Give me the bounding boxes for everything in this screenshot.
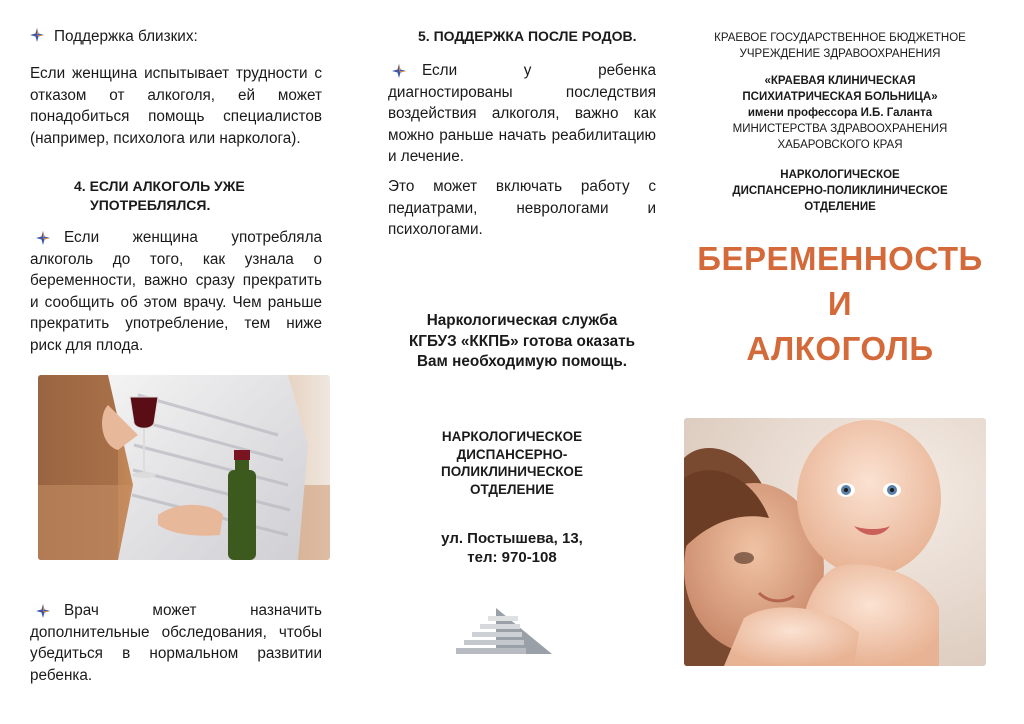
- rehab-text: Это может включать работу с педиатрами, неврологами и психологами.: [388, 178, 656, 238]
- section4-title: [74, 177, 322, 215]
- mother-baby-photo: [684, 418, 986, 666]
- section4-title-line1: ЕСЛИ АЛКОГОЛЬ УЖЕ: [89, 178, 245, 194]
- department-block: [388, 428, 636, 498]
- right-dept-block: [690, 167, 990, 215]
- hospital-block: [690, 73, 990, 153]
- ministry-line2: ХАБАРОВСКОГО КРАЯ: [777, 139, 903, 151]
- title-line1: БЕРЕМЕННОСТЬ: [697, 240, 983, 277]
- section5-text: [388, 60, 656, 168]
- dept-line1: НАРКОЛОГИЧЕСКОЕ: [441, 429, 583, 444]
- section4-text-content: Если женщина употребляла алкоголь до того, как узнала о беременности, важно сразу прекратить и сообщить об этом врачу. Чем раньше прекратить употребление, тем ниже риск для плода.: [30, 229, 322, 354]
- title-line2: И: [827, 285, 853, 322]
- service-block: [388, 311, 656, 373]
- dept-line4: ОТДЕЛЕНИЕ: [470, 481, 554, 497]
- middle-panel: [388, 0, 656, 724]
- bullet-icon: [36, 604, 50, 618]
- woman-wine-photo: [38, 375, 330, 560]
- title-line3: АЛКОГОЛЬ: [746, 330, 934, 367]
- right-dept-line2: ДИСПАНСЕРНО-ПОЛИКЛИНИЧЕСКОЕ: [732, 185, 948, 197]
- bullet-icon: [392, 64, 406, 78]
- right-dept-line1: НАРКОЛОГИЧЕСКОЕ: [780, 169, 900, 181]
- address-line1: ул. Постышева, 13,: [441, 530, 583, 547]
- org-line2: УЧРЕЖДЕНИЕ ЗДРАВООХРАНЕНИЯ: [739, 48, 941, 60]
- org-header: [690, 30, 990, 62]
- service-line2: КГБУЗ «ККПБ» готова оказать: [408, 332, 636, 350]
- org-line1: КРАЕВОЕ ГОСУДАРСТВЕННОЕ БЮДЖЕТНОЕ: [714, 32, 966, 44]
- section5-title: 5. ПОДДЕРЖКА ПОСЛЕ РОДОВ.: [418, 28, 637, 44]
- hospital-line2: ПСИХИАТРИЧЕСКАЯ БОЛЬНИЦА»: [742, 91, 938, 103]
- ministry-line1: МИНИСТЕРСТВА ЗДРАВООХРАНЕНИЯ: [732, 123, 948, 135]
- support-heading-row: [30, 26, 322, 48]
- service-line1: Наркологическая служба: [426, 312, 618, 329]
- bullet-icon: [36, 231, 50, 245]
- pyramid-logo-icon: [456, 608, 552, 656]
- address-block: [388, 529, 636, 567]
- main-title: [690, 236, 990, 371]
- section4-title-line2: УПОТРЕБЛЯЛСЯ.: [90, 197, 211, 213]
- left-panel: [30, 0, 322, 724]
- bullet-icon: [30, 28, 44, 42]
- section5-text-content: Если у ребенка диагностированы последствия воздействия алкоголя, важно как можно раньше начать реабилитацию и лечение.: [388, 62, 656, 165]
- section4-number: 4.: [74, 178, 86, 194]
- section4-text: [30, 227, 322, 356]
- dept-line2: ДИСПАНСЕРНО-: [456, 446, 568, 462]
- service-line3: Вам необходимую помощь.: [417, 353, 627, 370]
- doctor-text-content: Врач может назначить дополнительные обследования, чтобы убедиться в нормальном развитии ребенка.: [30, 602, 322, 684]
- doctor-text: [30, 600, 322, 686]
- address-line2: тел: 970-108: [467, 549, 557, 566]
- hospital-line3: имени профессора И.Б. Галанта: [747, 107, 933, 119]
- support-heading: Поддержка близких:: [54, 28, 198, 45]
- hospital-line1: «КРАЕВАЯ КЛИНИЧЕСКАЯ: [764, 75, 916, 87]
- support-text: Если женщина испытывает трудности с отказом от алкоголя, ей может понадобиться помощь специалистов (например, психолога или нарколога).: [30, 65, 322, 147]
- right-dept-line3: ОТДЕЛЕНИЕ: [804, 201, 876, 213]
- dept-line3: ПОЛИКЛИНИЧЕСКОЕ: [441, 464, 583, 479]
- right-panel: [690, 0, 990, 724]
